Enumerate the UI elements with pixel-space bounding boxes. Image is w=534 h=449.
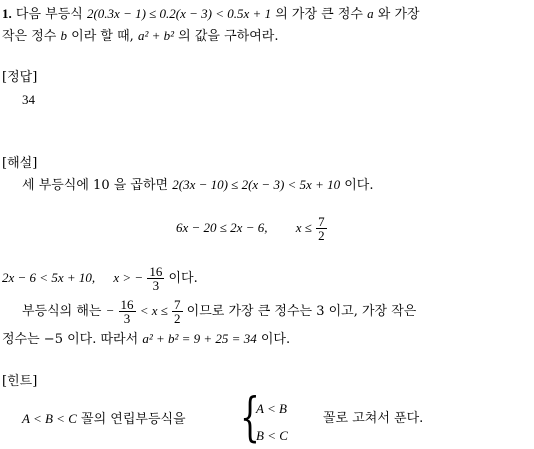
equation-part: x ≤ bbox=[295, 220, 312, 235]
fraction-7-over-2: $\frac{7}{2}$ bbox=[318, 214, 325, 243]
fraction-16-over-3: $\frac{16}{3}$ bbox=[149, 264, 163, 293]
problem-text: 의 가장 큰 정수 bbox=[275, 7, 363, 22]
solution-line-1 bbox=[22, 177, 373, 194]
problem-text: 와 가장 bbox=[377, 7, 420, 22]
problem-number: 1. bbox=[2, 6, 12, 21]
hint-line-start bbox=[22, 411, 186, 428]
left-brace-icon: { bbox=[240, 388, 260, 448]
problem-line-2 bbox=[2, 28, 278, 45]
solution-text: 정수는 −5 이다. 따라서 bbox=[2, 332, 139, 347]
var-b: b bbox=[60, 28, 68, 43]
problem-text: 작은 정수 bbox=[2, 29, 57, 44]
problem-expression: a² + b² bbox=[137, 28, 175, 43]
var-a: a bbox=[367, 6, 374, 21]
problem-line-1 bbox=[2, 6, 420, 23]
fraction-7-over-2: $\frac{7}{2}$ bbox=[174, 297, 181, 326]
hint-text: 꼴의 연립부등식을 bbox=[81, 412, 186, 427]
equation-part: 2x − 6 < 5x + 10, bbox=[2, 270, 96, 285]
solution-text: 이므로 가장 큰 정수는 3 이고, 가장 작은 bbox=[186, 304, 417, 319]
equation-part: x > − bbox=[113, 270, 144, 285]
solution-heading: [해설] bbox=[2, 156, 38, 171]
hint-heading: [힌트] bbox=[2, 374, 38, 389]
solution-text: 부등식의 해는 bbox=[22, 304, 102, 319]
answer-value: 34 bbox=[22, 92, 35, 107]
fraction-16-over-3: $\frac{16}{3}$ bbox=[120, 297, 134, 326]
minus-sign: − bbox=[105, 303, 115, 318]
solution-text: 이다. bbox=[168, 271, 198, 286]
equation-part: < x ≤ bbox=[139, 303, 168, 318]
solution-text: 세 부등식에 10 을 곱하면 bbox=[22, 178, 169, 193]
problem-text: 다음 부등식 bbox=[15, 7, 83, 22]
solution-line-5 bbox=[2, 331, 290, 348]
problem-text: 이라 할 때, bbox=[71, 29, 134, 44]
hint-expression: A < B < C bbox=[22, 411, 77, 426]
solution-text: 이다. bbox=[260, 332, 291, 347]
solution-expression: a² + b² = 9 + 25 = 34 bbox=[142, 331, 257, 346]
hint-case-2: B < C bbox=[256, 428, 288, 443]
solution-line-4 bbox=[22, 296, 416, 327]
solution-display-equation bbox=[176, 213, 327, 244]
hint-text-end: 꼴로 고쳐서 푼다. bbox=[323, 411, 424, 426]
hint-case-1: A < B bbox=[256, 401, 287, 416]
problem-text: 의 값을 구하여라. bbox=[178, 29, 279, 44]
solution-text: 이다. bbox=[344, 178, 374, 193]
solution-line-3 bbox=[2, 263, 198, 294]
answer-heading: [정답] bbox=[2, 70, 38, 85]
problem-inequality: 2(0.3x − 1) ≤ 0.2(x − 3) < 0.5x + 1 bbox=[86, 6, 272, 21]
equation-part: 6x − 20 ≤ 2x − 6, bbox=[176, 220, 268, 235]
solution-inequality: 2(3x − 10) ≤ 2(x − 3) < 5x + 10 bbox=[172, 177, 341, 192]
